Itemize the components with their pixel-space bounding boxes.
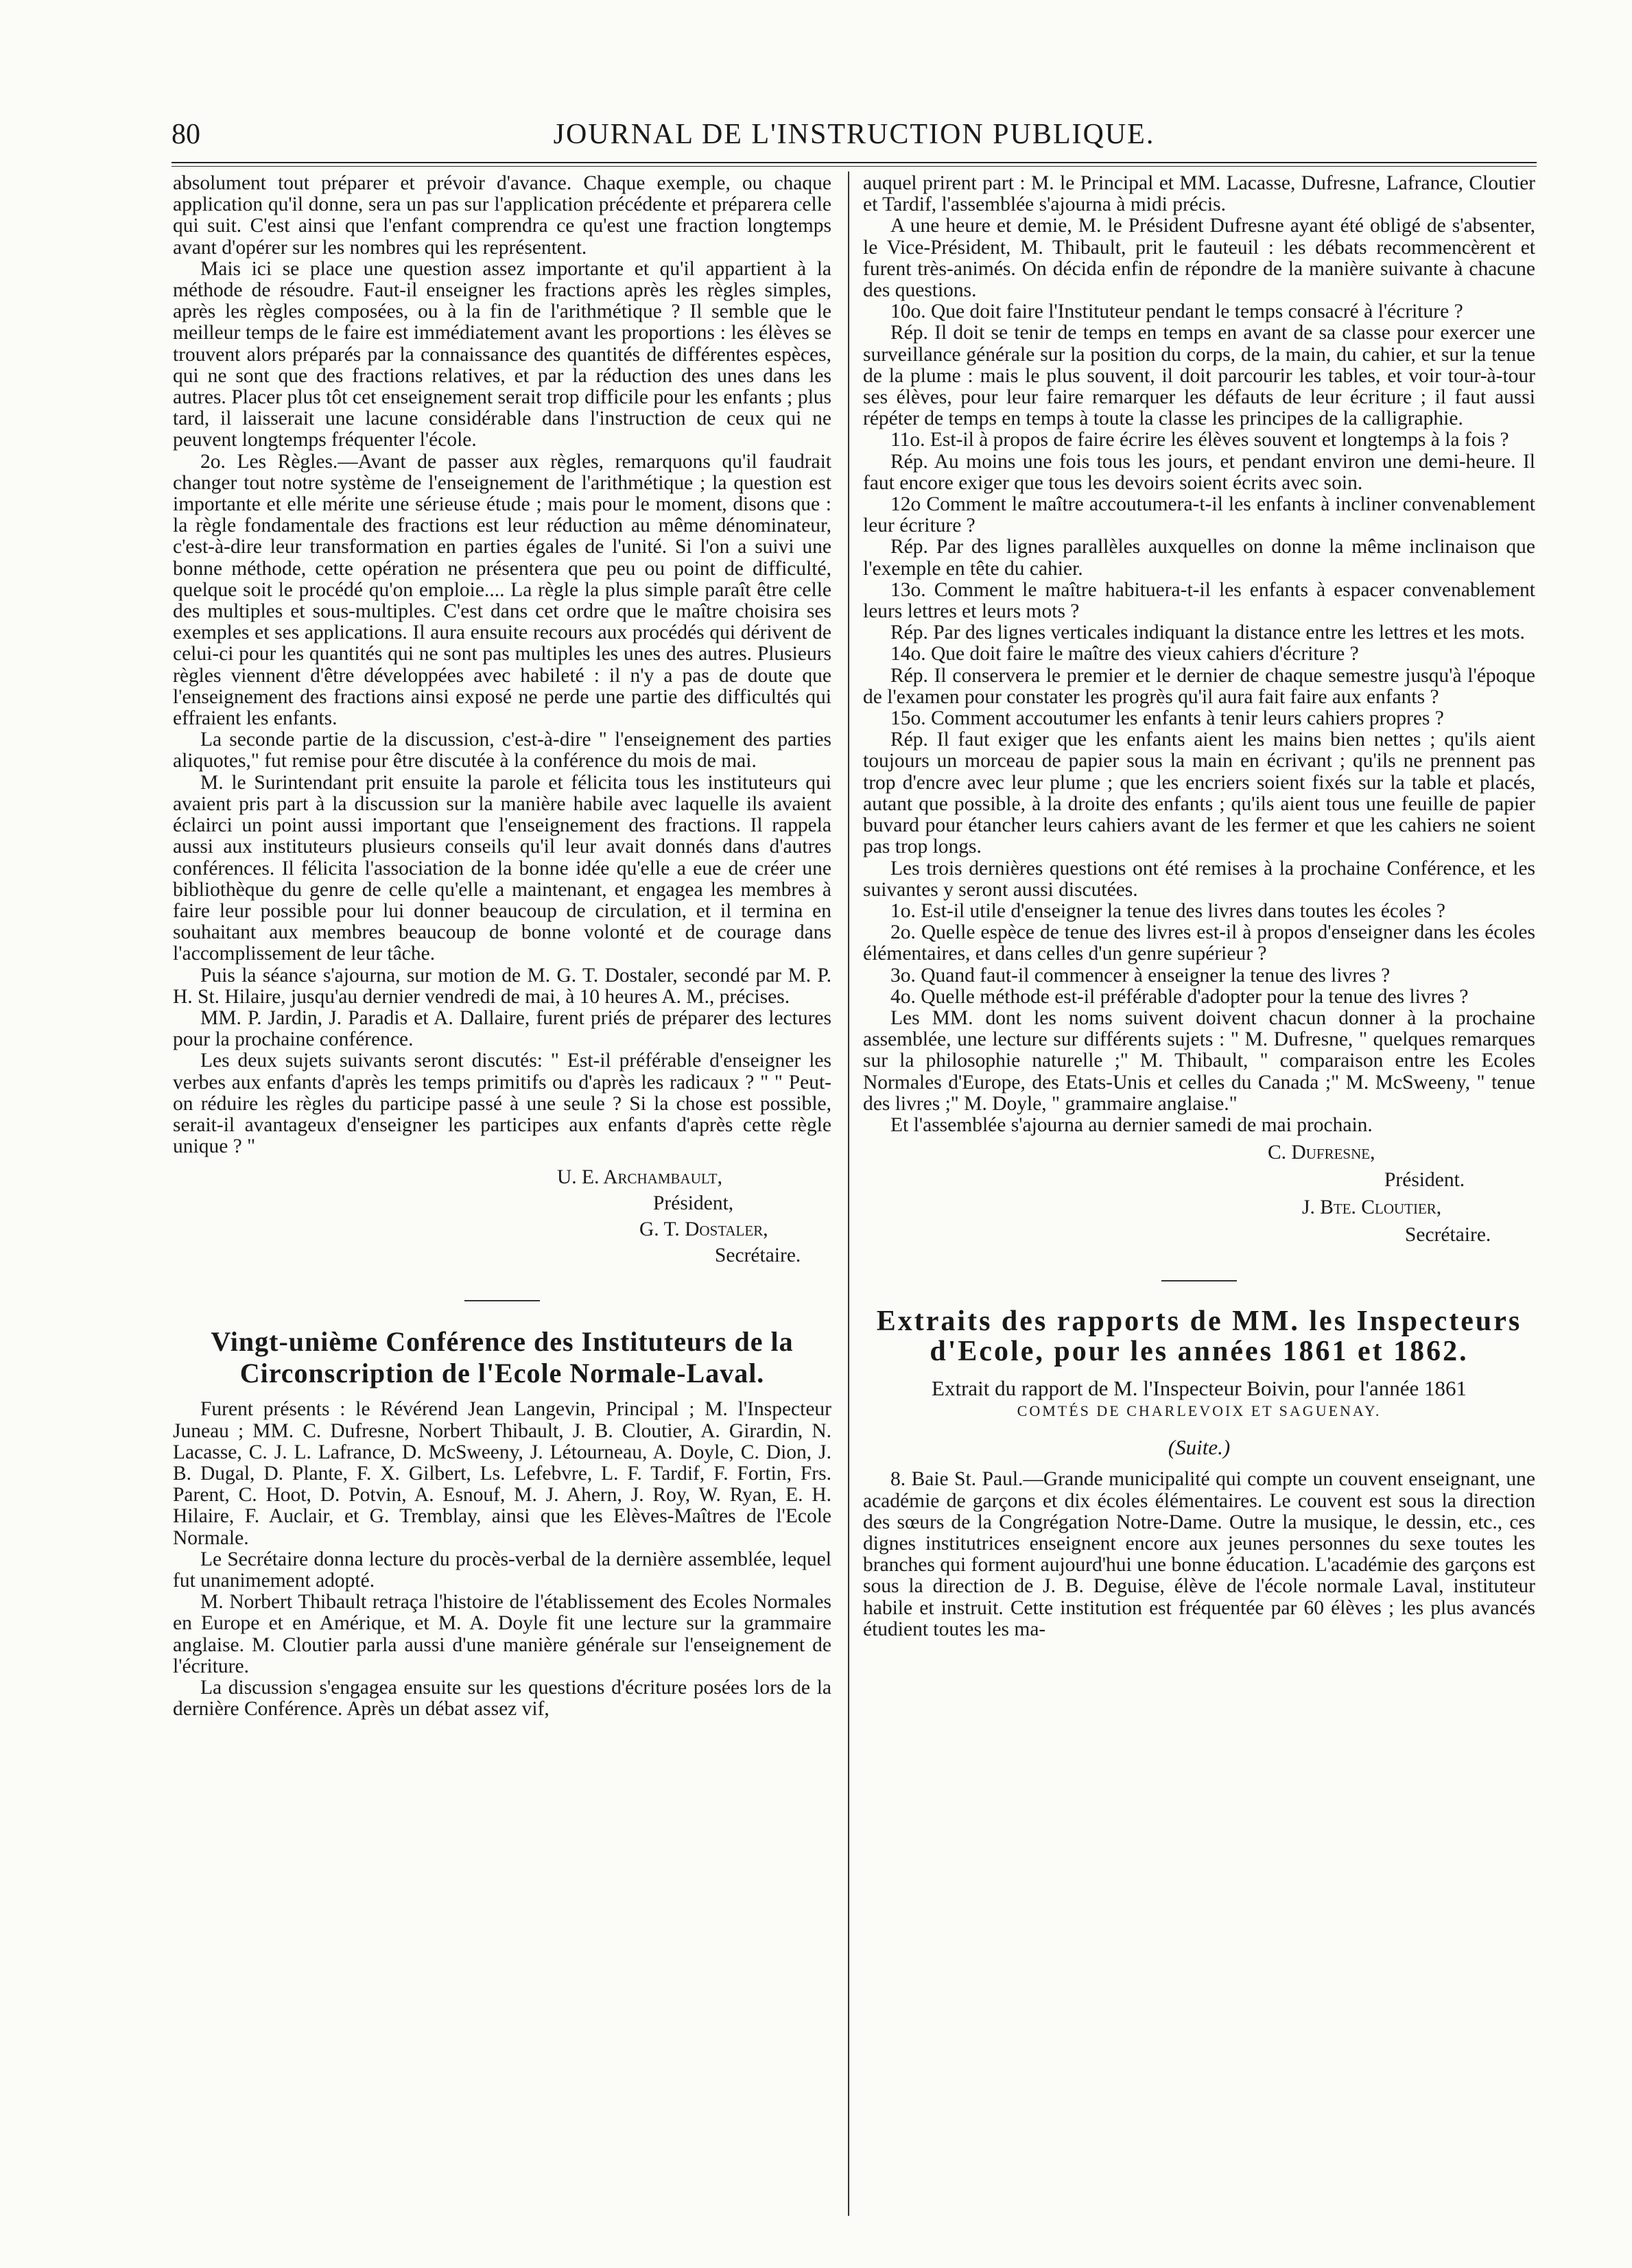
section-title: Vingt-unième Conférence des Instituteurs de la Circonscription de l'Ecole Normale-Laval. xyxy=(211,1326,794,1389)
paragraph: 1o. Est-il utile d'enseigner la tenue des livres dans toutes les écoles ? xyxy=(890,899,1445,922)
paragraph: Rép. Par des lignes verticales indiquant la distance entre les lettres et les mots. xyxy=(890,622,1525,644)
paragraph: Rép. Il conservera le premier et le dernier de chaque semestre jusqu'à l'époque de l'examen pour constater les progrès qu'il aura fait faire aux enfants ? xyxy=(863,664,1535,708)
paragraph: 8. Baie St. Paul.—Grande municipalité qui compte un couvent enseignant, une académie de garçons et dix écoles élémentaires. Le couvent est sous la direction des sœurs de la Congrégation Notre-Dame. Outre la musique, le dessin, etc., ces dignes institutrices enseignent encore aux jeunes personnes du sexe toutes les branches qui forment aujourd'hui une bonne éducation. L'académie des garçons est sous la direction de J. B. Deguise, élève de l'école normale Laval, instituteur habile et instruit. Cette institution est fréquentée par 60 élèves ; les plus avancés étudient toutes les ma- xyxy=(863,1468,1535,1640)
signatory-role: Président, xyxy=(653,1192,734,1215)
paragraph: auquel prirent part : M. le Principal et MM. Lacasse, Dufresne, Lafrance, Cloutier et Tardif, l'assemblée s'ajourna à midi précis. xyxy=(863,172,1535,216)
header-rule xyxy=(172,162,1537,163)
paragraph: Rép. Il doit se tenir de temps en temps en avant de sa classe pour exercer une surveillance générale sur la position du corps, de la main, du cahier, et sur la tenue de la plume : mais le plus souvent, il doit parcourir les tables, et voir tour-à-tour ses élèves, pour leur faire remarquer les défauts de leur écriture ; il faut aussi répéter de temps en temps à toute la classe les principes de la calligraphie. xyxy=(863,322,1535,430)
paragraph: Rép. Il faut exiger que les enfants aient les mains bien nettes ; qu'ils aient toujours un morceau de papier sous la main en écrivant ; qu'ils ne prennent pas trop d'encre avec leur plume ; que les encriers soient fixés sur la table et placés, autant que possible, à la droite des enfants ; qu'ils aient tous une feuille de papier buvard pour étancher leurs cahiers avant de les fermer et que les cahiers ne soient pas trop longs. xyxy=(863,729,1535,858)
paragraph: 12o Comment le maître accoutumera-t-il les enfants à incliner convenablement leur écriture ? xyxy=(863,493,1535,537)
paragraph: Le Secrétaire donna lecture du procès-verbal de la dernière assemblée, lequel fut unanimement adopté. xyxy=(173,1548,831,1592)
continued-label: (Suite.) xyxy=(1168,1435,1231,1460)
paragraph: 11o. Est-il à propos de faire écrire les élèves souvent et longtemps à la fois ? xyxy=(890,429,1509,451)
paragraph: Les deux sujets suivants seront discutés: " Est-il préférable d'enseigner les verbes aux enfants d'après les temps primitifs ou d'après les radicaux ? " " Peut-on réduire les règles du participe passé à une seule ? Si la chose est possible, serait-il avantageux d'enseigner les participes aux enfants d'après cette règle unique ? " xyxy=(173,1050,831,1158)
page-header xyxy=(172,118,1537,159)
right-column xyxy=(863,173,1535,1640)
section-subtitle: Extrait du rapport de M. l'Inspecteur Boivin, pour l'année 1861 xyxy=(932,1376,1467,1401)
paragraph: 15o. Comment accoutumer les enfants à tenir leurs cahiers propres ? xyxy=(890,707,1444,730)
paragraph: Rép. Au moins une fois tous les jours, et pendant environ une demi-heure. Il faut encore exiger que tous les devoirs soient écrits avec soin. xyxy=(863,450,1535,494)
paragraph: Furent présents : le Révérend Jean Langevin, Principal ; M. l'Inspecteur Juneau ; MM. C. Dufresne, Norbert Thibault, J. B. Cloutier, A. Girardin, N. Lacasse, C. J. L. Lafrance, D. McSweeny, J. Létourneau, A. Doyle, C. Dion, J. B. Dugal, D. Plante, F. X. Gilbert, Ls. Lefebvre, L. F. Tardif, F. Fortin, Frs. Parent, C. Hoot, D. Potvin, A. Esnouf, M. J. Ahern, J. Roy, W. Ryan, E. H. Hilaire, F. Auclair, et G. Tremblay, ainsi que les Elèves-Maîtres de l'Ecole Normale. xyxy=(173,1398,831,1549)
running-title: JOURNAL DE L'INSTRUCTION PUBLIQUE. xyxy=(553,119,1155,150)
signatory-name: J. Bte. Cloutier, xyxy=(1302,1196,1442,1219)
signatory-name: U. E. Archambault, xyxy=(557,1166,722,1189)
paragraph: A une heure et demie, M. le Président Dufresne ayant été obligé de s'absenter, le Vice-Président, M. Thibault, prit le fauteuil : les débats recommencèrent et furent très-animés. On décida enfin de répondre de la manière suivante à chacune des questions. xyxy=(863,215,1535,302)
paragraph: 2o. Les Règles.—Avant de passer aux règles, remarquons qu'il faudrait changer tout notre système de l'enseignement de l'arithmétique ; la question est importante et elle mérite une sérieuse étude ; mais pour le moment, disons que : la règle fondamentale des fractions est leur réduction au même dénominateur, c'est-à-dire leur transformation en parties égales de l'unité. Si l'on a suivi une bonne méthode, cette opération ne présentera que peu ou point de difficulté, quelque soit le procédé qu'on emploie.... La règle la plus simple paraît être celle des multiples et sous-multiples. C'est dans cet ordre que le maître choisira ses exemples et ses applications. Il aura ensuite recours aux procédés qui dérivent de celui-ci pour les quantités qui ne sont pas multiples les unes des autres. Plusieurs règles viennent d'être développées avec habileté : il n'y a pas de doute que l'enseignement des fractions ainsi exposé ne perde une partie des difficultés qui effraient les enfants. xyxy=(173,450,831,730)
left-column xyxy=(173,173,831,1720)
paragraph: M. le Surintendant prit ensuite la parole et félicita tous les instituteurs qui avaient pris part à la discussion sur la manière habile avec laquelle ils avaient éclairci un point aussi important que l'enseignement des fractions. Il rappela aussi aux instituteurs plusieurs conseils qu'il leur avait donnés dans d'autres conférences. Il félicita l'association de la bonne idée qu'elle a eue de créer une bibliothèque du genre de celle qu'elle a maintenant, et engagea les membres à faire leur possible pour lui donner beaucoup de circulation, et il termina en souhaitant aux membres beaucoup de bonne volonté et de courage dans l'accomplissement de leur tâche. xyxy=(173,771,831,965)
paragraph: M. Norbert Thibault retraça l'histoire de l'établissement des Ecoles Normales en Europe et en Amérique, et M. A. Doyle fit une lecture sur la grammaire anglaise. M. Cloutier parla aussi d'une manière générale sur l'enseignement de l'écriture. xyxy=(173,1591,831,1677)
paragraph: 14o. Que doit faire le maître des vieux cahiers d'écriture ? xyxy=(890,643,1359,665)
signatory-role: Président. xyxy=(1384,1169,1465,1192)
paragraph: 3o. Quand faut-il commencer à enseigner la tenue des livres ? xyxy=(890,964,1391,987)
paragraph: Les trois dernières questions ont été remises à la prochaine Conférence, et les suivantes y seront aussi discutées. xyxy=(863,857,1535,901)
signature-block xyxy=(863,1139,1535,1249)
paragraph: Mais ici se place une question assez importante et qu'il appartient à la méthode de résoudre. Faut-il enseigner les fractions après les règles simples, après les règles composées, ou à la fin de l'arithmétique ? Il semble que le meilleur temps de le faire est immédiatement avant les proportions : les élèves se trouvent alors préparés par la connaissance des quantités de différentes espèces, qui ne sont que des fractions relatives, et par la réduction des unes dans les autres. Placer plus tôt cet enseignement serait trop difficile pour les enfants ; plus tard, il laisserait une lacune considérable dans l'instruction de ceux qui ne peuvent longtemps fréquenter l'école. xyxy=(173,257,831,451)
page-number: 80 xyxy=(172,119,200,150)
paragraph: 2o. Quelle espèce de tenue des livres est-il à propos d'enseigner dans les écoles élémentaires, et dans celles d'un genre supérieur ? xyxy=(863,921,1535,965)
paragraph: 4o. Quelle méthode est-il préférable d'adopter pour la tenue des livres ? xyxy=(890,985,1469,1008)
header-rule-thin xyxy=(172,166,1537,167)
signatory-name: G. T. Dostaler, xyxy=(639,1218,768,1241)
signatory-name: C. Dufresne, xyxy=(1268,1142,1375,1164)
paragraph: La discussion s'engagea ensuite sur les questions d'écriture posées lors de la dernière Conférence. Après un débat assez vif, xyxy=(173,1676,831,1721)
paragraph: 10o. Que doit faire l'Instituteur pendant le temps consacré à l'écriture ? xyxy=(890,300,1463,323)
paragraph: Rép. Par des lignes parallèles auxquelles on donne la même inclinaison que l'exemple en tête du cahier. xyxy=(863,536,1535,580)
section-separator xyxy=(464,1300,540,1301)
signatory-role: Secrétaire. xyxy=(715,1244,801,1267)
paragraph: 13o. Comment le maître habituera-t-il les enfants à espacer convenablement leurs lettres et leurs mots ? xyxy=(863,578,1535,623)
paragraph: MM. P. Jardin, J. Paradis et A. Dallaire, furent priés de préparer des lectures pour la prochaine conférence. xyxy=(173,1006,831,1051)
paragraph: Puis la séance s'ajourna, sur motion de M. G. T. Dostaler, secondé par M. P. H. St. Hilaire, jusqu'au dernier vendredi de mai, à 10 heures A. M., précises. xyxy=(173,964,831,1008)
signature-block xyxy=(173,1164,831,1268)
paragraph: La seconde partie de la discussion, c'est-à-dire " l'enseignement des parties aliquotes," fut remise pour être discutée à la conférence du mois de mai. xyxy=(173,729,831,772)
paragraph: Et l'assemblée s'ajourna au dernier samedi de mai prochain. xyxy=(890,1113,1373,1136)
section-title: Extraits des rapports de MM. les Inspecteurs d'Ecole, pour les années 1861 et 1862. xyxy=(876,1306,1522,1368)
section-counties: COMTÉS DE CHARLEVOIX ET SAGUENAY. xyxy=(1017,1402,1382,1420)
paragraph: absolument tout préparer et prévoir d'avance. Chaque exemple, ou chaque application qu'il donne, sera un pas sur l'application précédente et préparera celle qui suit. C'est ainsi que l'enfant comprendra ce qu'est une fraction longtemps avant d'opérer sur les nombres qui les représentent. xyxy=(173,172,831,259)
signatory-role: Secrétaire. xyxy=(1405,1224,1491,1247)
section-separator xyxy=(1161,1280,1237,1281)
paragraph: Les MM. dont les noms suivent doivent chacun donner à la prochaine assemblée, une lecture sur différents sujets : " M. Dufresne, " quelques remarques sur la philosophie naturelle ;" M. Thibault, " comparaison entre les Ecoles Normales d'Europe, des Etats-Unis et celles du Canada ;" M. McSweeny, " tenue des livres ;" M. Doyle, " grammaire anglaise." xyxy=(863,1006,1535,1115)
column-divider xyxy=(848,172,849,2216)
